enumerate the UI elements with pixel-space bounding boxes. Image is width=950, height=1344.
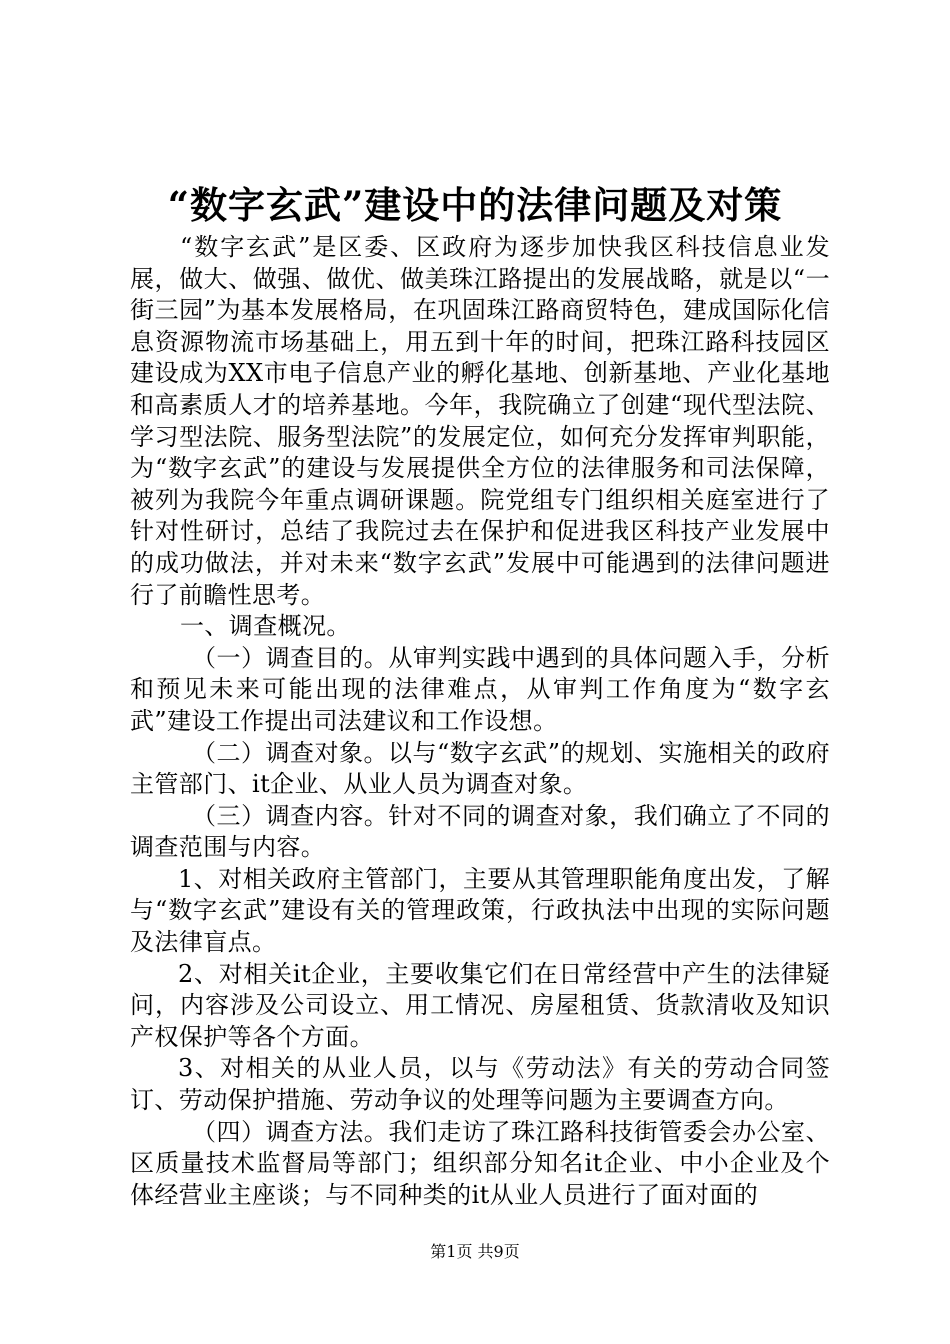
paragraph-survey-targets: （二）调查对象。以与“数字玄武”的规划、实施相关的政府主管部门、it企业、从业人员为调查对象。 [130,738,830,799]
paragraph-intro: “数字玄武”是区委、区政府为逐步加快我区科技信息业发展，做大、做强、做优、做美珠江路提出的发展战略，就是以“一街三园”为基本发展格局，在巩固珠江路商贸特色，建成国际化信息资源物流市场基础上，用五到十年的时间，把珠江路科技园区建设成为XX市电子信息产业的孵化基地、创新基地、产业化基地和高素质人才的培养基地。今年，我院确立了创建“现代型法院、学习型法院、服务型法院”的发展定位，如何充分发挥审判职能，为“数字玄武”的建设与发展提供全方位的法律服务和司法保障，被列为我院今年重点调研课题。院党组专门组织相关庭室进行了针对性研讨，总结了我院过去在保护和促进我区科技产业发展中的成功做法，并对未来“数字玄武”发展中可能遇到的法律问题进行了前瞻性思考。 [130,233,830,609]
page-number-footer: 第1页 共9页 [430,1242,520,1261]
paragraph-survey-content: （三）调查内容。针对不同的调查对象，我们确立了不同的调查范围与内容。 [130,801,830,862]
document-body [130,232,830,1211]
paragraph-item-it-enterprises: 2、对相关it企业，主要收集它们在日常经营中产生的法律疑问，内容涉及公司设立、用工情况、房屋租赁、货款清收及知识产权保护等各个方面。 [130,959,830,1051]
paragraph-survey-method: （四）调查方法。我们走访了珠江路科技街管委会办公室、区质量技术监督局等部门；组织部分知名it企业、中小企业及个体经营业主座谈；与不同种类的it从业人员进行了面对面的 [130,1117,830,1209]
section-heading-survey-overview: 一、调查概况。 [180,612,351,641]
paragraph-item-government: 1、对相关政府主管部门，主要从其管理职能角度出发，了解与“数字玄武”建设有关的管理政策，行政执法中出现的实际问题及法律盲点。 [130,864,830,957]
paragraph-survey-purpose: （一）调查目的。从审判实践中遇到的具体问题入手，分析和预见未来可能出现的法律难点，从审判工作角度为“数字玄武”建设工作提出司法建议和工作设想。 [130,643,830,735]
paragraph-item-employees: 3、对相关的从业人员，以与《劳动法》有关的劳动合同签订、劳动保护措施、劳动争议的处理等问题为主要调查方向。 [130,1054,830,1115]
document-title: “数字玄武”建设中的法律问题及对策 [167,183,783,227]
